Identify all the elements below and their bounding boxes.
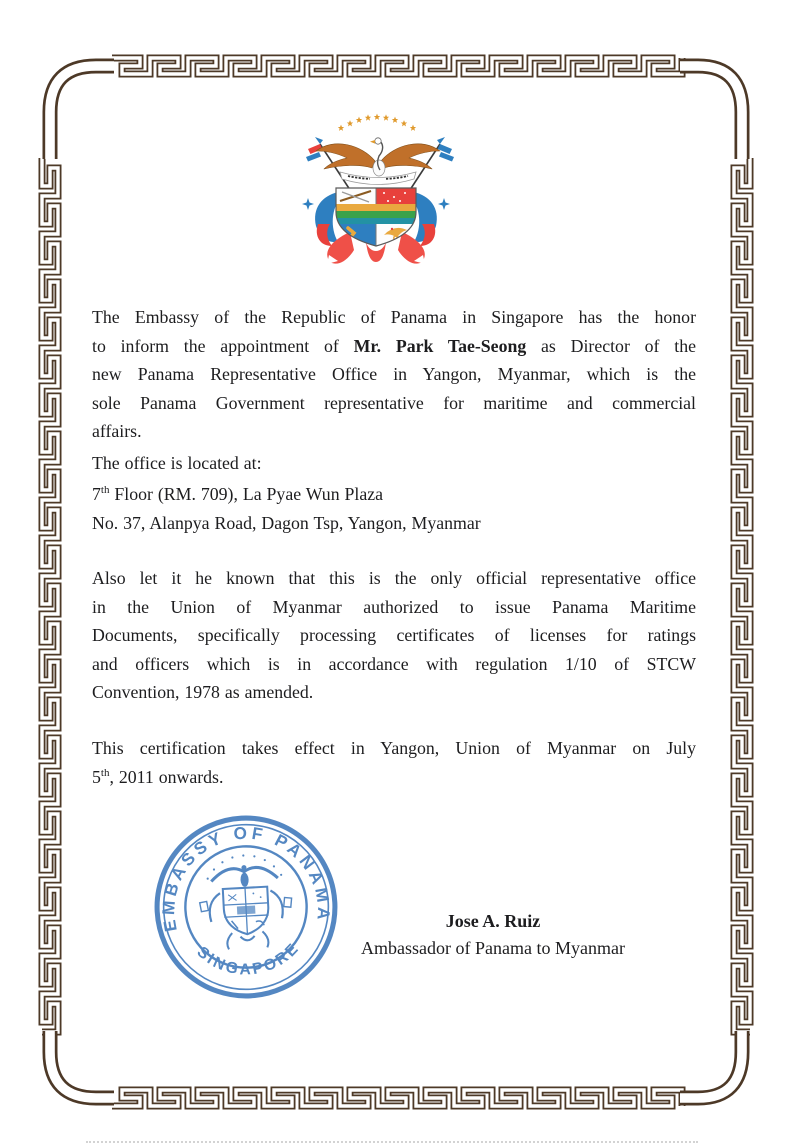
letter-line: affairs. [92,421,142,442]
letter-line: The Embassy of the Republic of Panama in Singapore has the honor [92,307,696,327]
seal-arc-bottom-text: SINGAPORE [193,939,304,979]
signature-block [350,908,636,962]
letter-line: new Panama Representative Office in Yangon, Myanmar, which is the [92,364,696,385]
letter-line: sole Panama Government representative for maritime and commercial [92,392,696,413]
signatory-title: Ambassador of Panama to Myanmar [361,938,625,958]
star-arc-icon [338,114,416,131]
ordinal-superscript: th [100,766,110,779]
scan-artifact-line [86,1141,698,1143]
appointee-name: Mr. Park Tae-Seong [353,335,527,356]
ordinal-superscript: th [100,484,110,497]
signatory-name: Jose A. Ruiz [445,911,541,931]
paragraph-effective-date [92,734,696,791]
letter-line: in the Union of Myanmar authorized to issue Panama Maritime [92,596,696,617]
letter-line: Also let it he known that this is the only official representative office [92,568,696,588]
office-address [92,480,696,537]
letter-line: This certification takes effect in Yangon, Union of Myanmar on July [92,738,696,758]
address-line: No. 37, Alanpya Road, Dagon Tsp, Yangon, Myanmar [92,512,481,533]
address-line: 7th Floor (RM. 709), La Pyae Wun Plaza [92,484,384,504]
eagle-icon [316,138,440,176]
office-location-intro: The office is located at: [92,453,262,473]
seal-coat-of-arms-icon [197,852,294,951]
paragraph-appointment [92,303,696,446]
letter-line: Convention, 1978 as amended. [92,682,314,703]
seal-arc-top-text: EMBASSY OF PANAMA [158,822,335,934]
paragraph-authorization [92,564,696,707]
embassy-seal-stamp [150,811,342,1003]
letter-line: Documents, specifically processing certificates of licenses for ratings [92,625,696,646]
letter-line: 5th, 2011 onwards. [92,766,224,787]
panama-coat-of-arms [296,112,464,264]
letter-line: and officers which is in accordance with regulation 1/10 of STCW [92,653,696,674]
letter-line: to inform the appointment of Mr. Park Tae-Seong as Director of the [92,335,696,356]
